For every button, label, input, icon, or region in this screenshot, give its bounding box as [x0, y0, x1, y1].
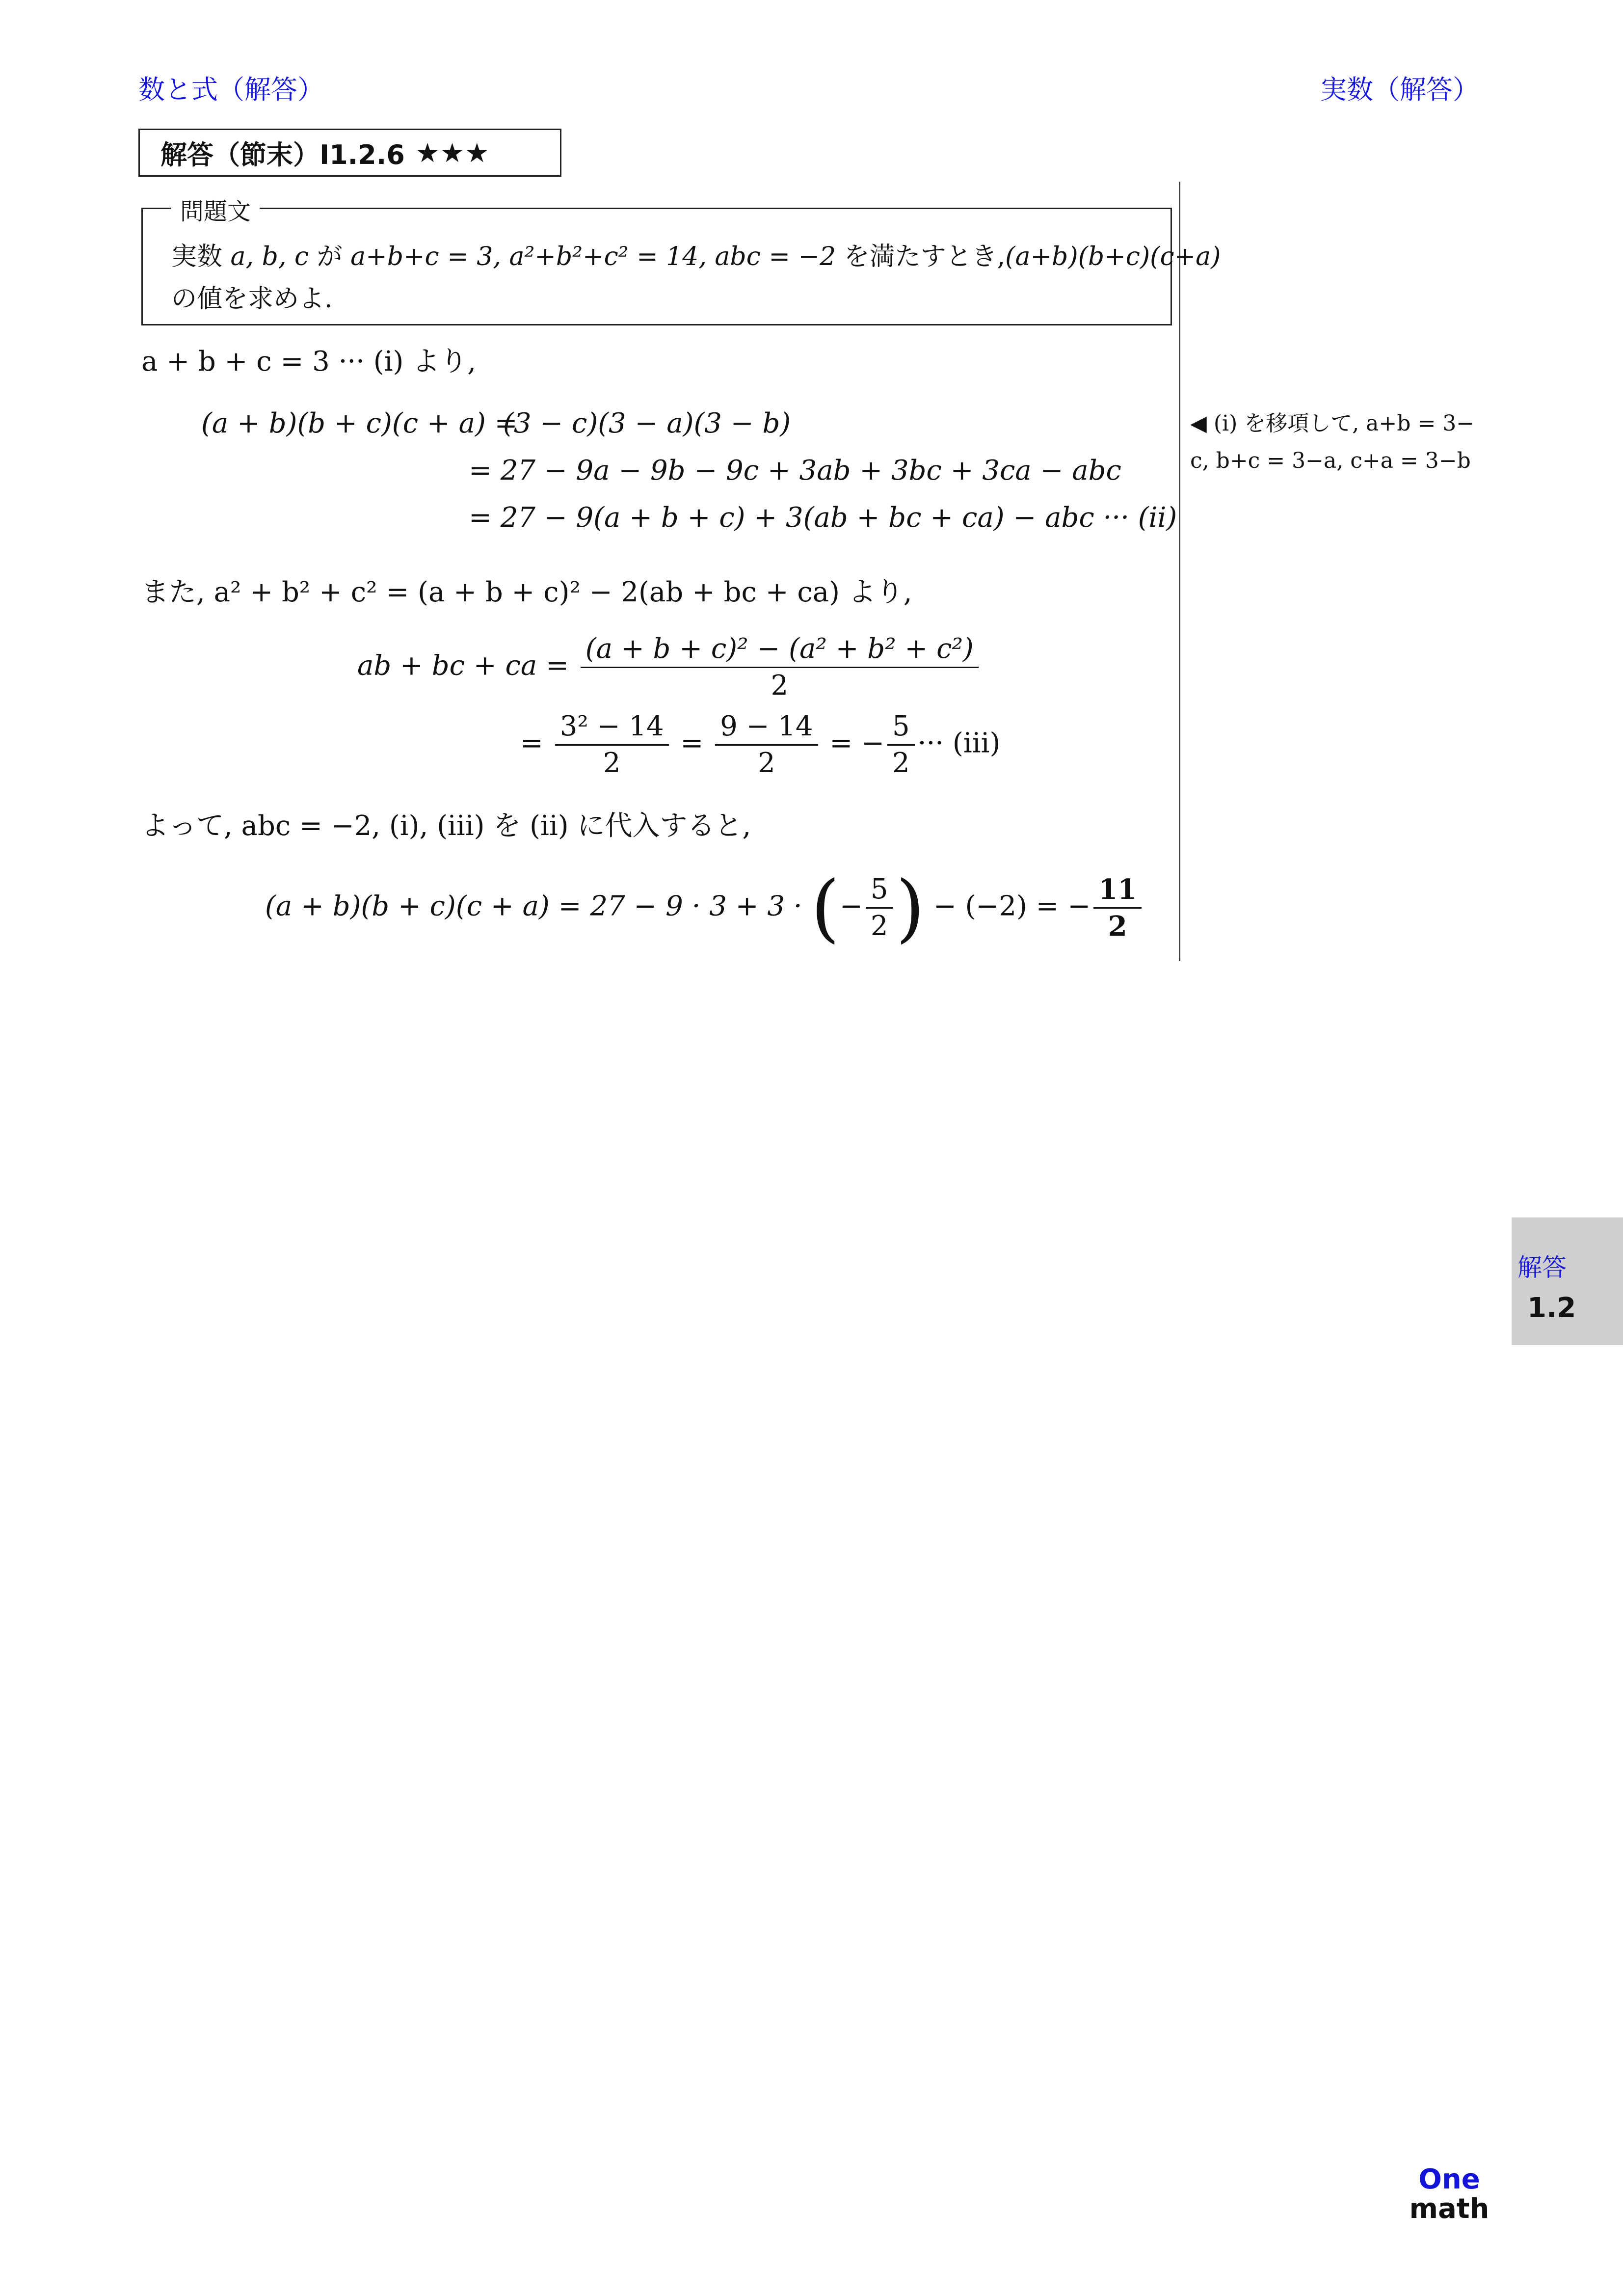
- fraction-3: $\frac{9 - 14}{2}$: [715, 711, 818, 780]
- margin-note: [1190, 405, 1504, 480]
- margin-note-line-1: ◀ (i) を移項して, a+b = 3−: [1190, 411, 1475, 436]
- equation-2: ab + bc + ca = $\frac{\text{(a + b + c)² − (a² + b² + c²)}}{2}$: [357, 633, 982, 702]
- logo-top: One: [1418, 2163, 1480, 2195]
- fraction-2: $\frac{\text{3² − 14}}{2}$: [555, 711, 669, 780]
- side-tab-label[interactable]: 解答: [1517, 1253, 1567, 1282]
- margin-note-line-2: c, b+c = 3−a, c+a = 3−b: [1190, 448, 1471, 473]
- title-box: [138, 129, 561, 177]
- equation-1-rhs-1: (3 − c)(3 − a)(3 − b): [503, 407, 791, 439]
- equation-3: = $\frac{\text{3² − 14}}{2}$ = $\frac{9 - 14}{2}$ = − $\frac{5}{2}$ ··· (iii): [520, 710, 1001, 780]
- logo-bottom: math: [1409, 2193, 1490, 2225]
- side-tab[interactable]: [1512, 1217, 1623, 1345]
- solution-step-2: また, a² + b² + c² = (a + b + c)² − 2(ab + bc + ca) より,: [141, 576, 912, 608]
- problem-box: [141, 198, 1221, 325]
- onemath-logo: [1408, 2165, 1491, 2224]
- problem-line-1: 実数 a, b, c が a+b+c = 3, a²+b²+c² = 14, abc = −2 を満たすとき,(a+b)(b+c)(c+a): [171, 242, 1221, 271]
- final-equation: (a + b)(b + c)(c + a) = 27 − 9 · 3 + 3 · (− $\frac{5}{2}$ ) − (−2) = − $\frac{11}{2}$: [265, 874, 1144, 943]
- fraction-inner: $\frac{5}{2}$: [866, 874, 893, 943]
- header-chapter[interactable]: 数と式（解答）: [138, 74, 324, 105]
- difficulty-stars: ★★★: [415, 137, 490, 168]
- fraction-1: $\frac{\text{(a + b + c)² − (a² + b² + c²)}}{2}$: [581, 633, 979, 702]
- equation-1-rhs-2: = 27 − 9a − 9b − 9c + 3ab + 3bc + 3ca − abc: [469, 455, 1121, 486]
- fraction-4: $\frac{5}{2}$: [887, 711, 915, 780]
- header-section[interactable]: 実数（解答）: [1320, 74, 1479, 105]
- solution-step-1: a + b + c = 3 ··· (i) より,: [141, 346, 477, 378]
- problem-line-2: の値を求めよ.: [171, 284, 333, 314]
- equation-1-lhs: (a + b)(b + c)(c + a) =: [201, 407, 518, 439]
- problem-label: 問題文: [171, 192, 260, 226]
- solution-step-3: よって, abc = −2, (i), (iii) を (ii) に代入すると,: [141, 810, 751, 842]
- margin-divider: [1179, 182, 1180, 961]
- final-answer: $\frac{11}{2}$: [1093, 874, 1142, 943]
- title-text: 解答（節末）I1.2.6: [160, 139, 405, 170]
- equation-1-rhs-3: = 27 − 9(a + b + c) + 3(ab + bc + ca) − abc ··· (ii): [469, 502, 1177, 534]
- side-tab-number: 1.2: [1527, 1292, 1576, 1324]
